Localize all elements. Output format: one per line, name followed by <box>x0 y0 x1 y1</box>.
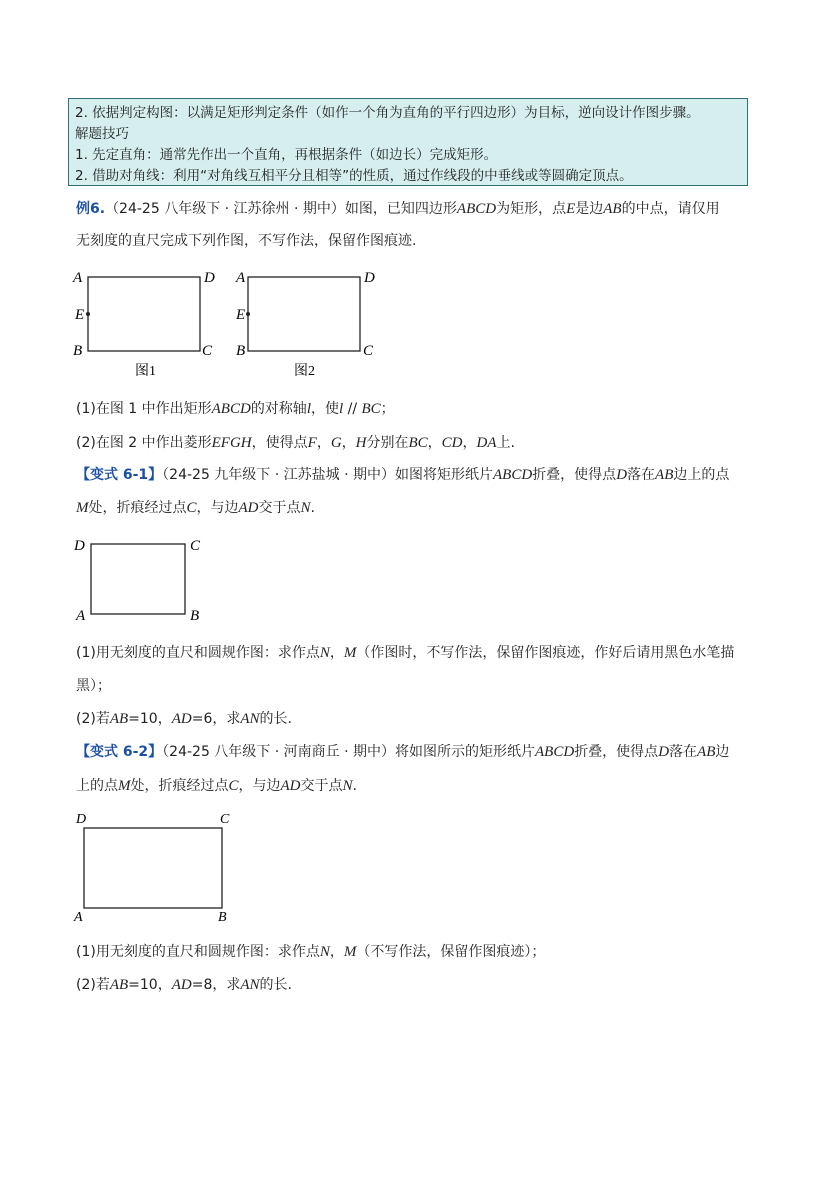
figure-1 <box>72 270 215 379</box>
v-ab: AB <box>655 467 674 483</box>
q-text: =8，求 <box>191 977 241 993</box>
q-an: AN <box>240 711 260 727</box>
q-efgh: EFGH <box>211 435 252 451</box>
v-m: M <box>76 500 89 516</box>
label-a: A <box>236 270 246 286</box>
q-abcd: ABCD <box>211 401 251 417</box>
v-text: 落在 <box>627 467 656 483</box>
q-g: G <box>330 435 342 451</box>
variant-6-2-figure <box>70 808 240 926</box>
v-ad: AD <box>280 778 301 794</box>
ex6-abcd: ABCD <box>456 201 497 217</box>
tip-heading: 解题技巧 <box>75 126 129 142</box>
q-text: 的长. <box>259 977 292 993</box>
tip-box <box>68 98 748 186</box>
v-n: N <box>300 500 311 516</box>
q-text: ， <box>329 944 344 960</box>
v-text: 折叠，使得点 <box>574 744 659 760</box>
ex6-ab: AB <box>603 201 622 217</box>
v-text: 交于点 <box>300 778 343 794</box>
v-ad: AD <box>238 500 259 516</box>
rectangle-abcd <box>84 828 222 908</box>
label-a: A <box>74 910 83 925</box>
rectangle-abcd <box>248 277 360 351</box>
variant-6-1-label: 【变式 6-1】 <box>76 467 163 483</box>
q-ab: AB <box>109 711 129 727</box>
q-da: DA <box>476 435 497 451</box>
q-m: M <box>343 944 357 960</box>
v-abcd: ABCD <box>493 467 533 483</box>
label-d: D <box>364 270 375 286</box>
label-e: E <box>75 307 85 323</box>
v-ab: AB <box>697 744 716 760</box>
q-n: N <box>319 944 330 960</box>
label-d: D <box>74 538 85 554</box>
figure-2-caption: 图2 <box>294 364 315 379</box>
rectangle-abcd <box>91 544 185 614</box>
variant-6-2-question-1 <box>76 942 545 962</box>
v-text: 落在 <box>669 744 698 760</box>
v-text: . <box>352 778 357 794</box>
q-text: ， <box>341 435 356 451</box>
variant-6-1-question-1 <box>76 643 734 663</box>
variant-6-1-question-1-line-2: 黑）； <box>76 678 111 694</box>
parallel-symbol: // <box>343 401 362 417</box>
ex6-text: （24-25 八年级下 · 江苏徐州 · 期中）如图，已知四边形 <box>105 201 457 217</box>
v-text: （24-25 九年级下 · 江苏盐城 · 期中）如图将矩形纸片 <box>162 467 494 483</box>
variant-6-2-label: 【变式 6-2】 <box>76 744 163 760</box>
q-ad: AD <box>171 711 192 727</box>
variant-6-2-line-2 <box>76 776 357 796</box>
q-text: 上. <box>496 435 515 451</box>
example-6-line-2: 无刻度的直尺完成下列作图，不写作法，保留作图痕迹. <box>76 233 417 249</box>
q-text: （不写作法，保留作图痕迹）； <box>356 944 546 960</box>
q-text: ； <box>380 401 395 417</box>
q-text: (2)若 <box>76 711 110 727</box>
v-c: C <box>186 500 197 516</box>
variant-6-1-line-2 <box>76 498 315 518</box>
label-b: B <box>218 910 227 925</box>
rectangle-abcd <box>88 277 200 351</box>
v-text: （24-25 八年级下 · 河南商丘 · 期中）将如图所示的矩形纸片 <box>162 744 536 760</box>
q-text: 分别在 <box>366 435 409 451</box>
q-l: l <box>306 401 311 417</box>
v-text: 上的点 <box>76 778 118 794</box>
v-text: 交于点 <box>258 500 301 516</box>
v-text: 折叠，使得点 <box>532 467 617 483</box>
tip-line-3: 1. 先定直角：通常先作出一个直角，再根据条件（如边长）完成矩形。 <box>75 147 498 163</box>
q-text: 的长. <box>259 711 292 727</box>
ex6-text: 的中点，请仅用 <box>621 201 720 217</box>
point-e-dot <box>246 312 250 316</box>
v-c: C <box>228 778 239 794</box>
q-text: =6，求 <box>191 711 241 727</box>
v-text: 边上的点 <box>673 467 730 483</box>
example-6-label: 例6. <box>76 201 106 217</box>
q-ad: AD <box>171 977 192 993</box>
label-b: B <box>236 343 246 359</box>
label-a: A <box>76 608 86 624</box>
q-text: ， <box>427 435 442 451</box>
q-an: AN <box>240 977 260 993</box>
variant-6-2-statement <box>76 742 729 762</box>
q-text: (1)在图 1 中作出矩形 <box>76 401 212 417</box>
v-abcd: ABCD <box>535 744 575 760</box>
label-c: C <box>363 343 374 359</box>
q-n: N <box>319 645 330 661</box>
tip-line-1: 2. 依据判定构图：以满足矩形判定条件（如作一个角为直角的平行四边形）为目标，逆向设计作图步骤。 <box>75 105 700 121</box>
q-text: (1)用无刻度的直尺和圆规作图：求作点 <box>76 645 320 661</box>
figure-1-caption: 图1 <box>135 364 156 379</box>
example-6-statement <box>76 199 720 219</box>
label-c: C <box>202 343 213 359</box>
example-6-question-2 <box>76 433 515 453</box>
example-6-question-1 <box>76 399 395 419</box>
variant-6-1-figure <box>70 532 220 624</box>
label-a: A <box>73 270 83 286</box>
q-ab: AB <box>109 977 129 993</box>
tip-line-4: 2. 借助对角线：利用“对角线互相平分且相等”的性质，通过作线段的中垂线或等圆确定顶点。 <box>75 168 633 184</box>
q-text: ， <box>329 645 344 661</box>
q-text: (1)用无刻度的直尺和圆规作图：求作点 <box>76 944 320 960</box>
q-text: (2)在图 2 中作出菱形 <box>76 435 212 451</box>
v-text: ，与边 <box>238 778 281 794</box>
variant-6-1-statement <box>76 465 729 485</box>
example-6-figures <box>70 262 390 382</box>
v-text: . <box>310 500 315 516</box>
variant-6-1-question-2 <box>76 709 292 729</box>
label-e: E <box>236 307 246 323</box>
q-text: （作图时，不写作法，保留作图痕迹，作好后请用黑色水笔描 <box>356 645 735 661</box>
label-d: D <box>76 812 87 827</box>
variant-6-2-question-2 <box>76 975 292 995</box>
v-m: M <box>118 778 131 794</box>
label-c: C <box>190 538 201 554</box>
ex6-text: 为矩形，点 <box>496 201 567 217</box>
q-text: (2)若 <box>76 977 110 993</box>
q-text: =10， <box>128 977 172 993</box>
q-h: H <box>355 435 367 451</box>
label-b: B <box>73 343 83 359</box>
q-text: ， <box>316 435 331 451</box>
label-c: C <box>220 812 230 827</box>
label-d: D <box>204 270 215 286</box>
q-bc: BC <box>361 401 381 417</box>
q-f: F <box>307 435 317 451</box>
label-b: B <box>190 608 200 624</box>
q-cd: CD <box>441 435 463 451</box>
q-bc: BC <box>408 435 428 451</box>
v-text: ，与边 <box>196 500 239 516</box>
q-text: =10， <box>128 711 172 727</box>
v-text: 处，折痕经过点 <box>88 500 187 516</box>
q-text: ，使 <box>310 401 339 417</box>
v-text: 边 <box>715 744 730 760</box>
v-n: N <box>342 778 353 794</box>
q-text: ， <box>462 435 477 451</box>
q-text: ，使得点 <box>251 435 308 451</box>
q-m: M <box>343 645 357 661</box>
v-d: D <box>616 467 628 483</box>
v-d: D <box>658 744 670 760</box>
ex6-point-e: E <box>566 201 576 217</box>
v-text: 处，折痕经过点 <box>130 778 229 794</box>
ex6-text: 是边 <box>575 201 604 217</box>
figure-2 <box>235 270 375 379</box>
q-l: l <box>338 401 344 417</box>
q-text: 的对称轴 <box>250 401 307 417</box>
point-e-dot <box>86 312 90 316</box>
